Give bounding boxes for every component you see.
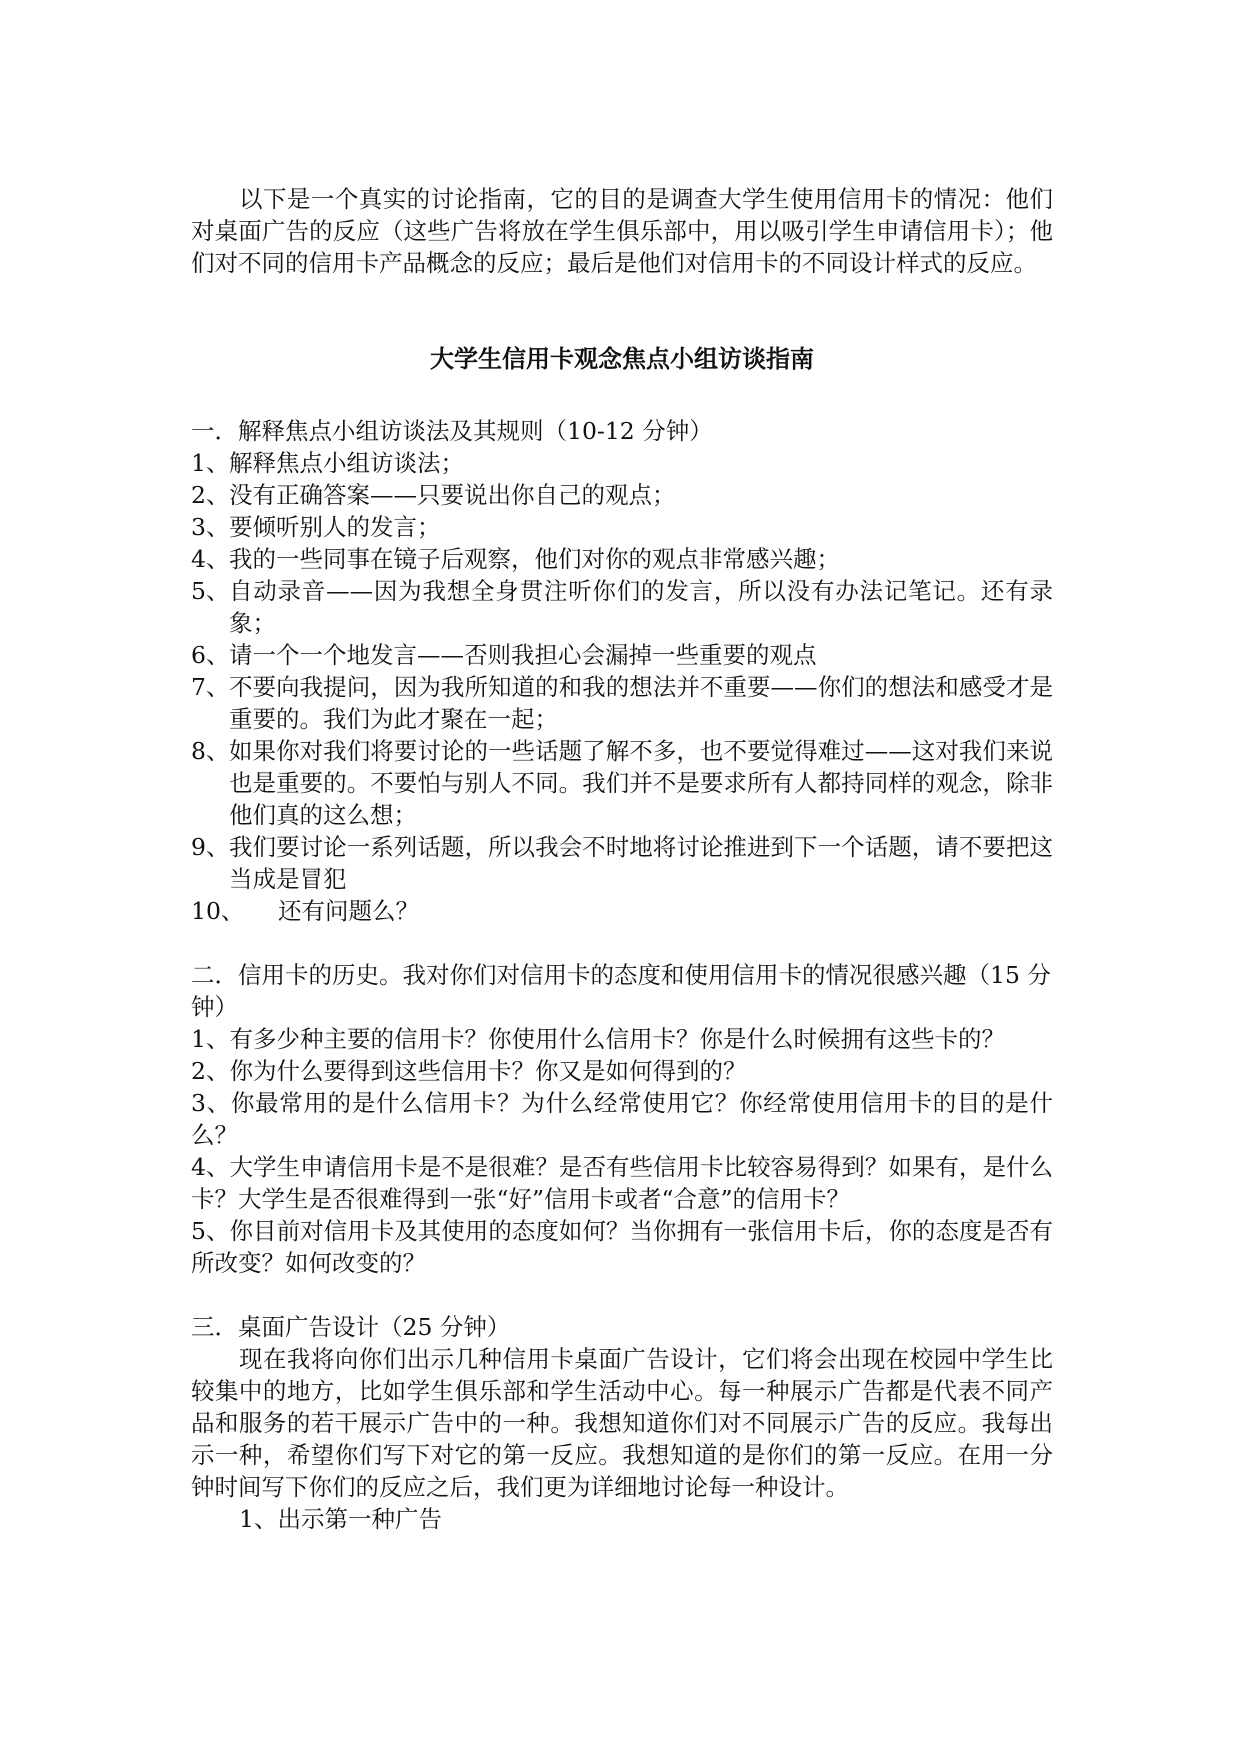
section-1-list xyxy=(191,447,1053,927)
list-item-text: 要倾听别人的发言； xyxy=(229,513,441,541)
list-item xyxy=(191,831,1053,895)
list-item xyxy=(191,895,1053,927)
section-2-list xyxy=(191,1023,1053,1279)
list-item xyxy=(191,575,1053,639)
list-item-number: 7、 xyxy=(191,673,230,701)
list-item-text: 还有问题么？ xyxy=(278,897,419,925)
list-item xyxy=(191,479,1053,511)
list-item xyxy=(191,511,1053,543)
list-item-number: 8、 xyxy=(191,737,230,765)
list-item-number: 3、 xyxy=(191,513,230,541)
list-item-text: 我们要讨论一系列话题，所以我会不时地将讨论推进到下一个话题，请不要把这当成是冒犯 xyxy=(229,833,1053,893)
list-item-number: 1、 xyxy=(191,449,230,477)
list-item xyxy=(191,639,1053,671)
list-item: 5、你目前对信用卡及其使用的态度如何？当你拥有一张信用卡后，你的态度是否有所改变？如何改变的？ xyxy=(191,1217,1053,1277)
list-item: 1、有多少种主要的信用卡？你使用什么信用卡？你是什么时候拥有这些卡的？ xyxy=(191,1025,1005,1053)
list-item-text: 我的一些同事在镜子后观察，他们对你的观点非常感兴趣； xyxy=(229,545,840,573)
list-item-text: 自动录音——因为我想全身贯注听你们的发言，所以没有办法记笔记。还有录象； xyxy=(229,577,1053,637)
section-3-heading: 三．桌面广告设计（25 分钟） xyxy=(191,1313,511,1341)
list-item-text: 没有正确答案——只要说出你自己的观点； xyxy=(229,481,676,509)
document-body xyxy=(191,183,1053,1535)
spacer xyxy=(191,1279,1053,1311)
intro-paragraph: 以下是一个真实的讨论指南，它的目的是调查大学生使用信用卡的情况：他们对桌面广告的反应（这些广告将放在学生俱乐部中，用以吸引学生申请信用卡）；他们对不同的信用卡产品概念的反应；最后是他们对信用卡的不同设计样式的反应。 xyxy=(191,185,1053,277)
list-item xyxy=(191,671,1053,735)
spacer xyxy=(191,375,1053,415)
spacer xyxy=(191,279,1053,343)
list-item-number: 5、 xyxy=(191,577,230,605)
section-2-heading: 二．信用卡的历史。我对你们对信用卡的态度和使用信用卡的情况很感兴趣（15 分钟） xyxy=(191,961,1051,1021)
list-item-text: 解释焦点小组访谈法； xyxy=(229,449,464,477)
list-item xyxy=(191,447,1053,479)
list-item-number: 4、 xyxy=(191,545,230,573)
list-item-text: 不要向我提问，因为我所知道的和我的想法并不重要——你们的想法和感受才是重要的。我们为此才聚在一起； xyxy=(229,673,1053,733)
list-item-number: 9、 xyxy=(191,833,230,861)
list-item: 2、你为什么要得到这些信用卡？你又是如何得到的？ xyxy=(191,1057,747,1085)
section-3-paragraph: 现在我将向你们出示几种信用卡桌面广告设计，它们将会出现在校园中学生比较集中的地方，比如学生俱乐部和学生活动中心。每一种展示广告都是代表不同产品和服务的若干展示广告中的一种。我想知道你们对不同展示广告的反应。我每出示一种，希望你们写下对它的第一反应。我想知道的是你们的第一反应。在用一分钟时间写下你们的反应之后，我们更为详细地讨论每一种设计。 xyxy=(191,1345,1053,1501)
list-item: 4、大学生申请信用卡是不是很难？是否有些信用卡比较容易得到？如果有，是什么卡？大学生是否很难得到一张“好”信用卡或者“合意”的信用卡？ xyxy=(191,1153,1053,1213)
section-3-sub-item: 1、出示第一种广告 xyxy=(239,1505,442,1533)
list-item xyxy=(191,735,1053,831)
list-item-text: 请一个一个地发言——否则我担心会漏掉一些重要的观点 xyxy=(229,641,817,669)
list-item-text: 如果你对我们将要讨论的一些话题了解不多，也不要觉得难过——这对我们来说也是重要的。不要怕与别人不同。我们并不是要求所有人都持同样的观念，除非他们真的这么想； xyxy=(229,737,1053,829)
spacer xyxy=(191,927,1053,959)
list-item-number: 10、 xyxy=(191,897,245,925)
document-title: 大学生信用卡观念焦点小组访谈指南 xyxy=(430,345,814,373)
list-item-number: 6、 xyxy=(191,641,230,669)
list-item: 3、你最常用的是什么信用卡？为什么经常使用它？你经常使用信用卡的目的是什么？ xyxy=(191,1089,1053,1149)
section-1-heading: 一．解释焦点小组访谈法及其规则（10-12 分钟） xyxy=(191,417,713,445)
list-item xyxy=(191,543,1053,575)
list-item-number: 2、 xyxy=(191,481,230,509)
